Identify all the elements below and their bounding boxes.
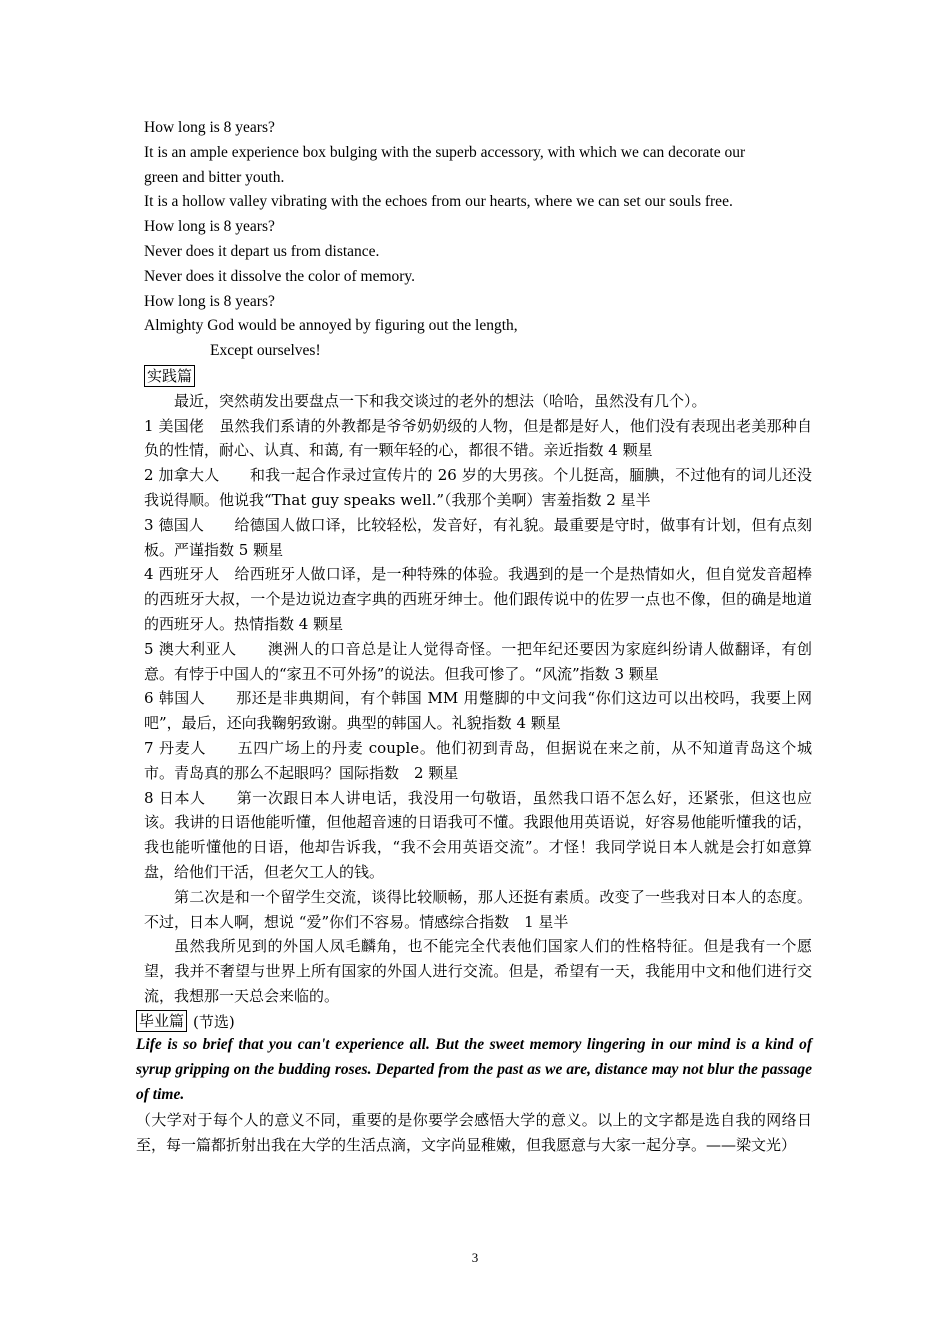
practice-heading: 实践篇 [144,365,195,387]
poem [144,116,812,364]
practice-item-canadian: 2 加拿大人 和我一起合作录过宣传片的 26 岁的大男孩。个儿挺高，腼腆，不过他有的词儿还没我说得顺。他说我“That guy speaks well.”（我那个美啊）害羞指数 2 星半 [144,466,812,509]
document-page [136,116,812,1157]
poem-line: It is an ample experience box bulging with the superb accessory, with which we can decorate our [144,143,746,161]
practice-item-danish: 7 丹麦人 五四广场上的丹麦 couple。他们初到青岛，但据说在来之前，从不知道青岛这个城市。青岛真的那么不起眼吗？国际指数 2 颗星 [144,738,812,782]
poem-line: It is a hollow valley vibrating with the echoes from our hearts, where we can set our souls free. [144,193,733,211]
poem-line: green and bitter youth. [144,168,285,186]
page-number: 3 [471,1250,479,1265]
practice-heading-row [144,364,812,389]
practice-item-japanese: 8 日本人 第一次跟日本人讲电话，我没用一句敬语，虽然我口语不怎么好，还紧张，但这也应该。我讲的日语他能听懂，但他超音速的日语我可不懂。我跟他用英语说，好容易他能听懂我的话，我也能听懂他的日语，他却告诉我，“我不会用英语交流”。才怪！我同学说日本人就是会打如意算盘，给他们干活，但老欠工人的钱。 [144,788,812,881]
practice-section [144,389,812,1009]
graduation-quote: Life is so brief that you can't experience all. But the sweet memory lingering in our mind is a kind of syrup gripping on the budding roses. Departed from the past as we are, distance may not blur the passage of time. [136,1036,812,1104]
graduation-note: (节选) [193,1012,235,1031]
practice-item-american: 1 美国佬 虽然我们系请的外教都是爷爷奶奶级的人物，但是都是好人，他们没有表现出老美那种自负的性情，耐心、认真、和蔼, 有一颗年轻的心，都很不错。亲近指数 4 颗星 [144,416,812,460]
graduation-section [136,1033,812,1157]
poem-line: Never does it dissolve the color of memory. [144,267,416,285]
graduation-remark: （大学对于每个人的意义不同，重要的是你要学会感悟大学的意义。以上的文字都是选自我的网络日至，每一篇都折射出我在大学的生活点滴，文字尚显稚嫩，但我愿意与大家一起分享。——梁文光） [136,1110,812,1154]
poem-last-line: Except ourselves! [210,342,321,360]
poem-line: How long is 8 years? [144,292,275,310]
poem-line: How long is 8 years? [144,119,275,136]
practice-conclusion: 虽然我所见到的外国人凤毛麟角，也不能完全代表他们国家人们的性格特征。但是我有一个愿望，我并不奢望与世界上所有国家的外国人进行交流。但是，希望有一天，我能用中文和他们进行交流，我想那一天总会来临的。 [144,937,812,1005]
practice-item-australian: 5 澳大利亚人 澳洲人的口音总是让人觉得奇怪。一把年纪还要因为家庭纠纷请人做翻译，有创意。有悖于中国人的“家丑不可外扬”的说法。但我可惨了。“风流”指数 3 颗星 [144,639,812,683]
poem-line: Never does it depart us from distance. [144,242,380,260]
graduation-heading-row [136,1009,812,1034]
practice-intro: 最近，突然萌发出要盘点一下和我交谈过的老外的想法（哈哈，虽然没有几个）。 [174,391,707,410]
practice-japanese-second: 第二次是和一个留学生交流，谈得比较顺畅，那人还挺有素质。改变了一些我对日本人的态度。不过，日本人啊，想说 “爱”你们不容易。情感综合指数 1 星半 [144,887,812,931]
poem-line: How long is 8 years? [144,218,275,236]
poem-line: Almighty God would be annoyed by figuring out the length, [144,317,518,335]
practice-item-german: 3 德国人 给德国人做口译，比较轻松，发音好，有礼貌。最重要是守时，做事有计划，但有点刻板。严谨指数 5 颗星 [144,515,812,559]
practice-item-korean: 6 韩国人 那还是非典期间，有个韩国 MM 用蹩脚的中文问我“你们这边可以出校吗，我要上网吧”，最后，还向我鞠躬致谢。典型的韩国人。礼貌指数 4 颗星 [144,689,812,733]
graduation-heading: 毕业篇 [136,1010,187,1032]
practice-item-spanish: 4 西班牙人 给西班牙人做口译，是一种特殊的体验。我遇到的是一个是热情如火，但自觉发音超棒的西班牙大叔，一个是边说边查字典的西班牙绅士。他们跟传说中的佐罗一点也不像，但的确是地道的西班牙人。热情指数 4 颗星 [144,565,812,633]
